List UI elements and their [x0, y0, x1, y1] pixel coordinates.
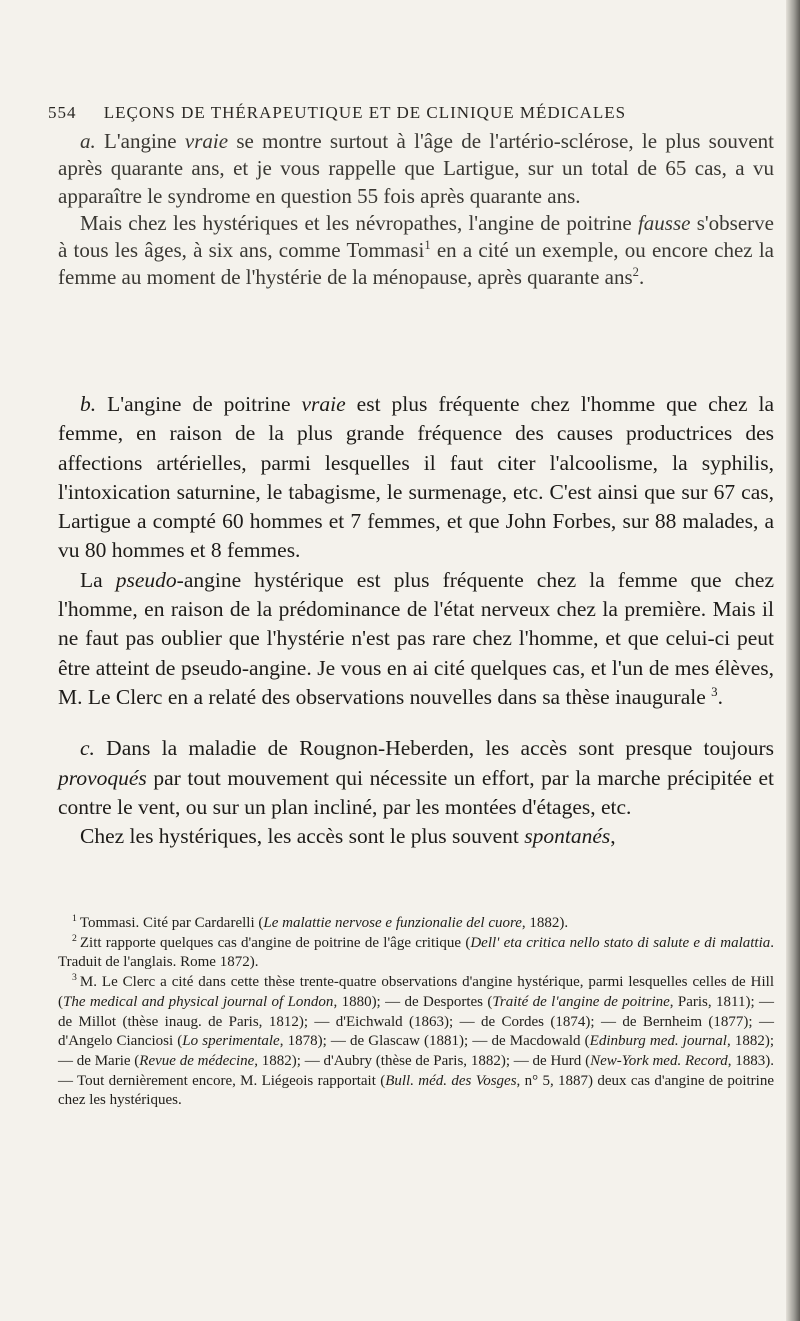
main-section	[58, 390, 774, 851]
italic-run: Bull. méd. des Vosges	[385, 1072, 517, 1089]
footnote-mark: 3	[72, 972, 77, 984]
footnote-mark: 2	[72, 932, 77, 944]
text-run: Chez les hystériques, les accès sont le plus souvent	[80, 824, 525, 849]
text-run: , 1882); — de Marie (	[58, 1033, 774, 1069]
text-run: , 1880); — de Desportes (	[333, 993, 493, 1010]
running-title: LEÇONS DE THÉRAPEUTIQUE ET DE CLINIQUE MÉDICALES	[103, 103, 627, 122]
paragraph-label: c.	[80, 736, 95, 761]
text-run: est plus fréquente chez l'homme que chez la femme, en raison de la plus grande fréquence des causes productrices des affections artérielles, parmi lesquelles il faut citer l'alcoolisme, la syphilis, l'intoxication saturnine, le tabagisme, le surmenage, etc. C'est ainsi que sur 67 cas, Lartigue a compté 60 hommes et 7 femmes, et que John Forbes, sur 88 malades, a vu 80 hommes et 8 femmes.	[58, 392, 775, 563]
text-run: L'angine	[95, 129, 185, 153]
text-run: Mais chez les hystériques et les névropathes, l'angine de poitrine	[80, 210, 638, 235]
text-run: . Traduit de l'anglais. Rome 1872).	[58, 934, 774, 971]
text-run: La	[80, 567, 116, 592]
running-header	[48, 103, 778, 123]
italic-run: Edinburg med. journal	[589, 1033, 727, 1050]
italic-run: Lo sperimentale	[182, 1033, 280, 1050]
paragraph-a	[58, 128, 774, 210]
italic-run: fausse	[637, 210, 691, 235]
italic-run: spontanés	[524, 824, 611, 849]
footnote-ref[interactable]: 2	[632, 265, 639, 280]
text-run: , 1878); — de Glascaw (1881); — de Macdowald (	[279, 1033, 590, 1050]
text-run: .	[638, 265, 645, 290]
text-run: , n° 5, 1887) deux cas d'angine de poitrine chez les hystériques.	[58, 1072, 774, 1109]
italic-run: pseudo	[115, 567, 177, 592]
faint-section	[58, 128, 774, 292]
text-run: Tommasi. Cité par Cardarelli (	[79, 915, 264, 931]
italic-run: The medical and physical journal of London	[63, 993, 334, 1010]
paragraph-label: a.	[80, 129, 96, 153]
text-run: , 1882).	[521, 915, 569, 931]
footnote-2	[58, 934, 774, 973]
text-run: , 1883). — Tout dernièrement encore, M. Liégeois rapportait (	[58, 1052, 775, 1089]
text-run: L'angine de poitrine	[96, 392, 302, 416]
italic-run: Revue de médecine	[139, 1052, 255, 1069]
paragraph-c	[58, 734, 774, 822]
text-run: -angine hystérique est plus fréquente chez la femme que chez l'homme, en raison de la prédominance de l'état nerveux chez la première. Mais il ne faut pas oublier que l'hystérie n'est pas rare chez l'homme, et que celui-ci peut être atteint de pseudo-angine. Je vous en ai cité quelques cas, et l'un de mes élèves, M. Le Clerc en a relaté des observations nouvelles dans sa thèse inaugurale	[58, 567, 774, 709]
text-run: , 1882); — d'Aubry (thèse de Paris, 1882); — de Hurd (	[254, 1052, 591, 1069]
footnote-ref[interactable]: 3	[711, 684, 718, 699]
paragraph-label: b.	[80, 392, 97, 416]
footnotes	[58, 914, 774, 1111]
italic-run: Le malattie nervose e funzionalie del cuore	[263, 915, 522, 931]
text-run: par tout mouvement qui nécessite un effort, par la marche précipitée et contre le vent, ou sur un plan incliné, par les montées d'étages, etc.	[58, 765, 774, 819]
text-run: , Paris, 1811); — de Millot (thèse inaug. de Paris, 1812); — d'Eichwald (1863); — de Cordes (1874); — de Bernheim (1877); — d'Angelo Cianciosi (	[58, 993, 775, 1050]
italic-run: provoqués	[58, 765, 147, 790]
text-run: en a cité un exemple, ou encore chez la femme au moment de l'hystérie de la ménopause, après quarante ans	[58, 238, 774, 290]
italic-run: Dell' eta critica nello stato di salute e di malattia	[470, 934, 771, 951]
page-edge-shadow	[786, 0, 800, 1321]
text-run: Dans la maladie de Rougnon-Heberden, les accès sont presque toujours	[94, 736, 774, 761]
italic-run: New-York med. Record	[590, 1052, 728, 1069]
footnote-mark: 1	[72, 913, 77, 924]
page-number: 554	[48, 103, 77, 122]
italic-run: vraie	[301, 392, 346, 416]
paragraph-a-continued	[58, 210, 774, 292]
text-run: ,	[610, 824, 616, 849]
text-run: Zitt rapporte quelques cas d'angine de poitrine de l'âge critique (	[79, 934, 471, 951]
text-run: s'observe à tous les âges, à six ans, comme Tommasi	[58, 210, 774, 263]
footnote-3	[58, 973, 774, 1111]
paragraph-b	[58, 390, 774, 566]
footnote-1	[58, 914, 774, 934]
text-run: .	[717, 684, 723, 709]
italic-run: Traité de l'angine de poitrine	[492, 993, 670, 1010]
paragraph-c-continued	[58, 822, 774, 851]
text-run: M. Le Clerc a cité dans cette thèse trente-quatre observations d'angine hystérique, parmi lesquelles celles de Hill (	[58, 974, 774, 1010]
footnote-ref[interactable]: 1	[424, 238, 431, 253]
italic-run: vraie	[184, 129, 229, 153]
paragraph-b-continued	[58, 566, 774, 712]
text-run: se montre surtout à l'âge de l'artério-sclérose, le plus souvent après quarante ans, et je vous rappelle que Lartigue, sur un total de 65 cas, a vu apparaître le syndrome en question 55 fois après quarante ans.	[58, 129, 774, 208]
